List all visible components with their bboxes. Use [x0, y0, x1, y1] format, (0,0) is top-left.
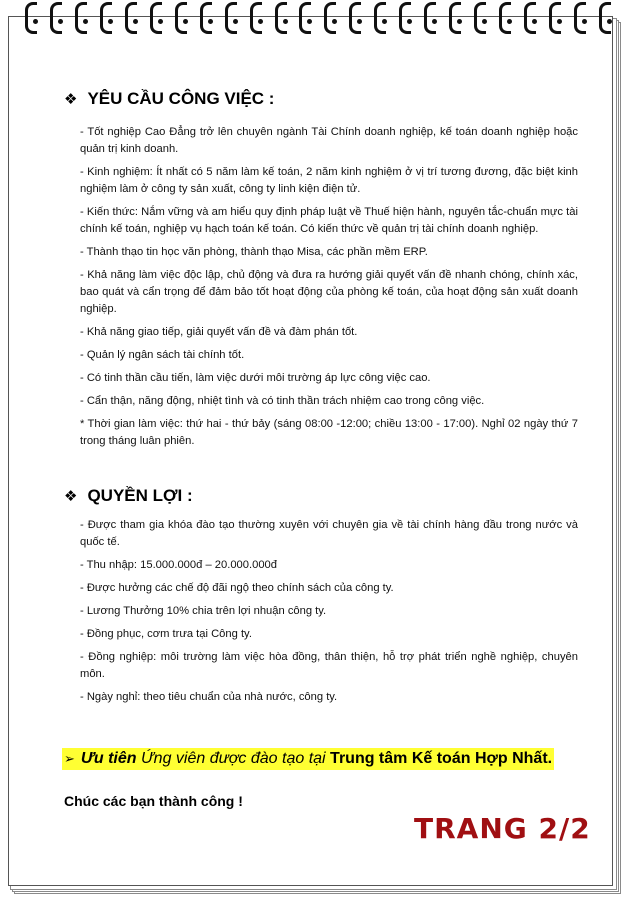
closing-wish: Chúc các bạn thành công ! — [64, 793, 243, 809]
spiral-ring-icon — [47, 2, 63, 32]
spiral-ring-icon — [471, 2, 487, 32]
list-item: - Ngày nghỉ: theo tiêu chuẩn của nhà nước, công ty. — [80, 691, 338, 703]
spiral-ring-icon — [197, 2, 213, 32]
spiral-ring-icon — [396, 2, 412, 32]
spiral-binding — [22, 2, 612, 38]
section-heading-benefits — [64, 486, 193, 506]
spiral-ring-icon — [247, 2, 263, 32]
diamond-bullet-icon: ❖ — [64, 487, 78, 505]
list-item: - Kiến thức: Nắm vững và am hiểu quy định pháp luật về Thuế hiện hành, nguyên tắc-chuẩn mực tài chính kế toán, nghiệp vụ hạch toán kế toán. Có kiến thức về quản trị tài chính doanh nghiệp. — [80, 206, 578, 235]
spiral-ring-icon — [272, 2, 288, 32]
list-item: - Tốt nghiệp Cao Đẳng trở lên chuyên ngành Tài Chính doanh nghiệp, kế toán doanh nghiệp hoặc quản trị kinh doanh. — [80, 126, 578, 155]
spiral-ring-icon — [596, 2, 612, 32]
spiral-ring-icon — [147, 2, 163, 32]
spiral-ring-icon — [22, 2, 38, 32]
spiral-ring-icon — [446, 2, 462, 32]
spiral-ring-icon — [222, 2, 238, 32]
spiral-ring-icon — [371, 2, 387, 32]
section-heading-requirements — [64, 89, 274, 109]
spiral-ring-icon — [97, 2, 113, 32]
list-item: - Khả năng giao tiếp, giải quyết vấn đề và đàm phán tốt. — [80, 326, 358, 338]
benefits-list — [80, 517, 578, 712]
list-item: - Thành thạo tin học văn phòng, thành thạo Misa, các phần mềm ERP. — [80, 246, 428, 258]
list-item: - Lương Thưởng 10% chia trên lợi nhuận công ty. — [80, 605, 327, 617]
list-item: - Kinh nghiệm: Ít nhất có 5 năm làm kế toán, 2 năm kinh nghiệm ở vị trí tương đương, đặc biệt kinh nghiệm làm ở công ty sản xuất, công ty linh kiện điện tử. — [80, 166, 578, 195]
arrow-bullet-icon: ➢ — [64, 751, 75, 766]
list-item: - Cẩn thận, năng động, nhiệt tình và có tinh thần trách nhiệm cao trong công việc. — [80, 395, 485, 407]
requirements-list — [80, 124, 578, 456]
list-item: - Quản lý ngân sách tài chính tốt. — [80, 349, 245, 361]
training-center-name: Trung tâm Kế toán Hợp Nhất. — [330, 750, 553, 767]
priority-label: Ưu tiên — [80, 750, 137, 767]
priority-text: Ứng viên được đào tạo tại — [140, 750, 326, 767]
list-item: * Thời gian làm việc: thứ hai - thứ bảy (sáng 08:00 -12:00; chiều 13:00 - 17:00). Nghỉ 02 ngày thứ 7 trong tháng luân phiên. — [80, 418, 578, 447]
spiral-ring-icon — [571, 2, 587, 32]
list-item: - Khả năng làm việc độc lập, chủ động và đưa ra hướng giải quyết vấn đề nhanh chóng, chính xác, bao quát và cẩn trọng để đảm bảo tốt hoạt động của phòng kế toán, của hoạt động sản xuất doanh nghiệp. — [80, 269, 578, 315]
spiral-ring-icon — [296, 2, 312, 32]
spiral-ring-icon — [321, 2, 337, 32]
list-item: - Thu nhập: 15.000.000đ – 20.000.000đ — [80, 559, 277, 571]
list-item: - Đồng phục, cơm trưa tại Công ty. — [80, 628, 252, 640]
list-item: - Được hưởng các chế độ đãi ngộ theo chính sách của công ty. — [80, 582, 394, 594]
section-title: QUYỀN LỢI : — [87, 486, 193, 505]
spiral-ring-icon — [521, 2, 537, 32]
list-item: - Đồng nghiệp: môi trường làm việc hòa đồng, thân thiện, hỗ trợ phát triển nghề nghiệp, chuyên môn. — [80, 651, 578, 680]
spiral-ring-icon — [72, 2, 88, 32]
page-number: TRANG 2/2 — [414, 812, 591, 845]
diamond-bullet-icon: ❖ — [64, 90, 78, 108]
list-item: - Được tham gia khóa đào tạo thường xuyên với chuyên gia về tài chính hàng đầu trong nước và quốc tế. — [80, 519, 578, 548]
spiral-ring-icon — [546, 2, 562, 32]
spiral-ring-icon — [421, 2, 437, 32]
section-title: YÊU CẦU CÔNG VIỆC : — [87, 89, 275, 108]
spiral-ring-icon — [346, 2, 362, 32]
priority-note — [62, 748, 554, 770]
spiral-ring-icon — [122, 2, 138, 32]
spiral-ring-icon — [496, 2, 512, 32]
spiral-ring-icon — [172, 2, 188, 32]
list-item: - Có tinh thần cầu tiến, làm việc dưới môi trường áp lực công việc cao. — [80, 372, 431, 384]
